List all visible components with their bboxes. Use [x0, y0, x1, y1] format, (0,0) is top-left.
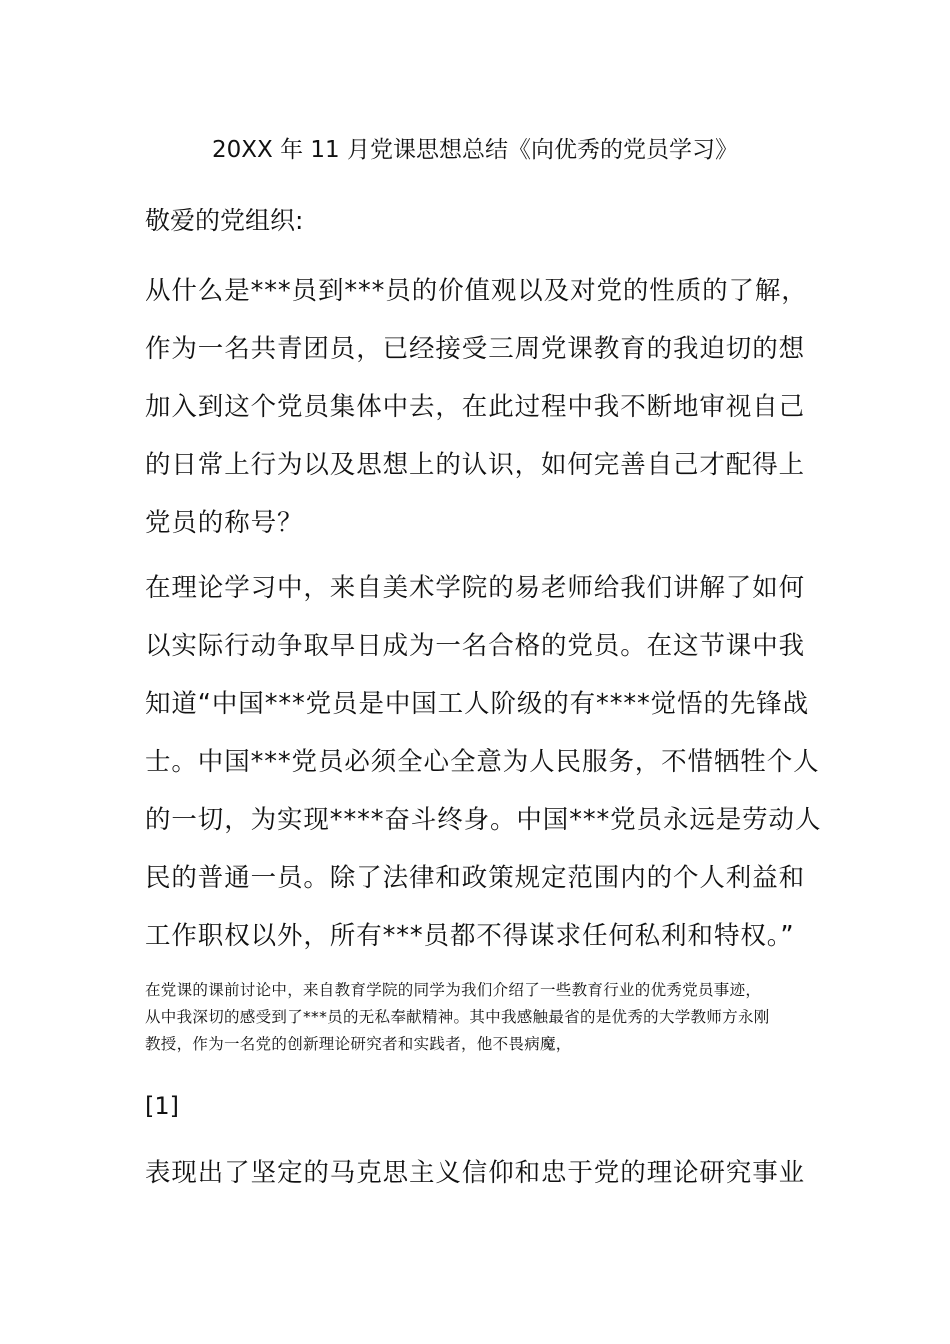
- paragraph-line: 教授，作为一名党的创新理论研究者和实践者，他不畏病魔，: [145, 1035, 572, 1053]
- paragraph-line: 士。中国***党员必须全心全意为人民服务，不惜牺牲个人: [145, 747, 820, 777]
- paragraph-line: 在理论学习中，来自美术学院的易老师给我们讲解了如何: [145, 573, 806, 603]
- paragraph-line: 从什么是***员到***员的价值观以及对党的性质的了解，: [145, 276, 808, 306]
- paragraph-line: 加入到这个党员集体中去，在此过程中我不断地审视自己: [145, 392, 806, 422]
- paragraph-line: 从中我深切的感受到了***员的无私奉献精神。其中我感触最省的是优秀的大学教师方永刚: [145, 1008, 770, 1026]
- paragraph-line: 的一切，为实现****奋斗终身。中国***党员永远是劳动人: [145, 805, 822, 835]
- paragraph-line: 作为一名共青团员，已经接受三周党课教育的我迫切的想: [145, 334, 806, 364]
- paragraph-line: 党员的称号？: [145, 508, 304, 538]
- paragraph-line: 以实际行动争取早日成为一名合格的党员。在这节课中我: [145, 631, 806, 661]
- salutation: 敬爱的党组织:: [145, 206, 304, 235]
- paragraph-1: [145, 262, 807, 552]
- paragraph-line: 知道“中国***党员是中国工人阶级的有****觉悟的先锋战: [145, 689, 810, 719]
- paragraph-2: [145, 559, 822, 965]
- paragraph-line: 的日常上行为以及思想上的认识，如何完善自己才配得上: [145, 450, 806, 480]
- paragraph-line: 民的普通一员。除了法律和政策规定范围内的个人利益和: [145, 863, 806, 893]
- reference-marker: [1]: [145, 1092, 179, 1120]
- paragraph-line: 工作职权以外，所有***员都不得谋求任何私利和特权。”: [145, 921, 795, 951]
- document-title: 20XX 年 11 月党课思想总结《向优秀的党员学习》: [212, 137, 738, 163]
- paragraph-line: 在党课的课前讨论中，来自教育学院的同学为我们介绍了一些教育行业的优秀党员事迹，: [145, 981, 762, 999]
- paragraph-line: 表现出了坚定的马克思主义信仰和忠于党的理论研究事业: [145, 1158, 806, 1188]
- paragraph-4: [145, 1144, 807, 1202]
- paragraph-3-small: [145, 977, 807, 1058]
